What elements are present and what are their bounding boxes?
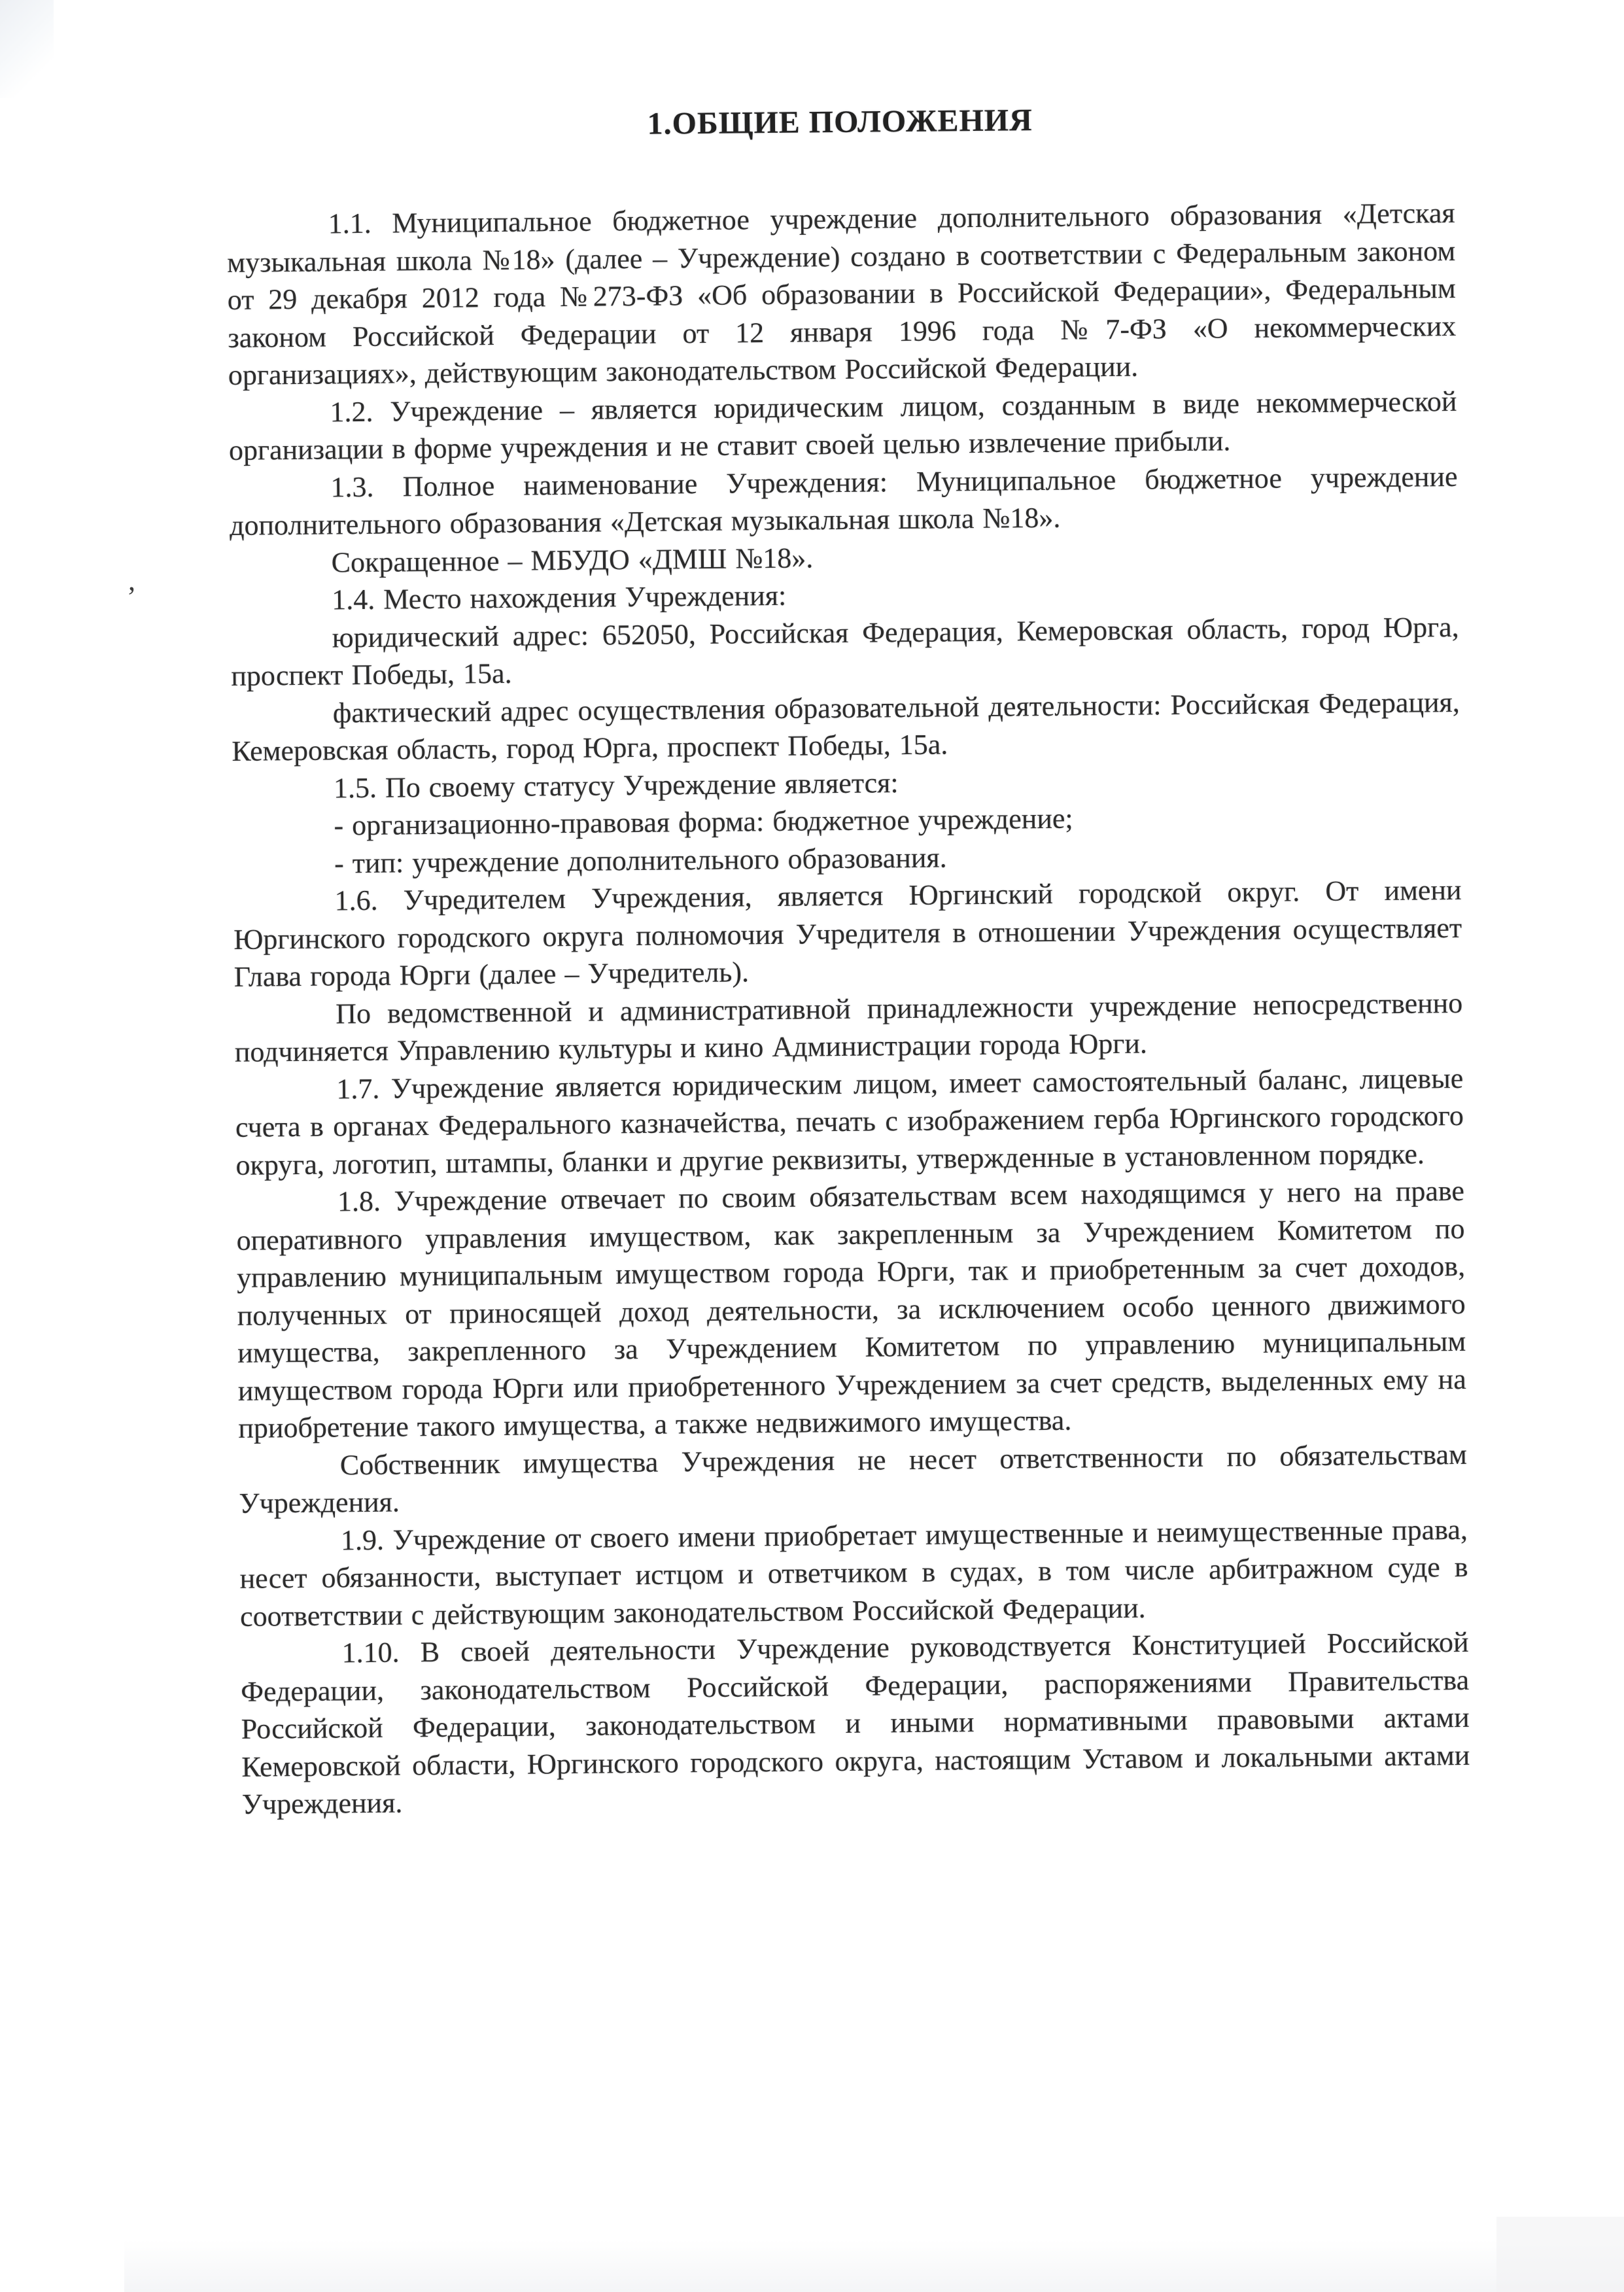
paragraph: фактический адрес осуществления образовательной деятельности: Российская Федерация, Кемеровская область, город Юрга, проспект Победы, 15а. <box>232 686 1460 767</box>
paragraph: 1.9. Учреждение от своего имени приобретает имущественные и неимущественные права, несет обязанности, выступает истцом и ответчиком в судах, в том числе арбитражном суде в соответствии с действующим законодательством Российской Федерации. <box>239 1513 1468 1633</box>
scan-bottom-corner-shade <box>1496 2217 1624 2292</box>
paragraph: - организационно-правовая форма: бюджетное учреждение; <box>334 802 1073 842</box>
paragraph-list <box>226 194 1470 1823</box>
scan-bottom-shade <box>124 2240 1624 2292</box>
paragraph: 1.10. В своей деятельности Учреждение руководствуется Конституцией Российской Федерации, законодательством Российской Федерации, распоряжениями Правительства Российской Федерации, законодательством и иными нормативными правовыми актами Кемеровской области, Юргинского городского округа, настоящим Уставом и локальными актами Учреждения. <box>240 1625 1470 1820</box>
paragraph: 1.6. Учредителем Учреждения, является Юргинский городской округ. От имени Юргинского городского округа полномочия Учредителя в отношении Учреждения осуществляет Глава города Юрги (далее – Учредитель). <box>233 873 1462 993</box>
section-title: 1.ОБЩИЕ ПОЛОЖЕНИЯ <box>647 103 1033 141</box>
paragraph: - тип: учреждение дополнительного образования. <box>334 841 947 879</box>
paragraph: 1.3. Полное наименование Учреждения: Муниципальное бюджетное учреждение дополнительного образования «Детская музыкальная школа №18». <box>229 460 1458 542</box>
paragraph: 1.8. Учреждение отвечает по своим обязательствам всем находящимся у него на праве оперативного управления имуществом, как закрепленным за Учреждением Комитетом по управлению муниципальным имуществом города Юрги, так и приобретенным за счет доходов, полученных от приносящей доход деятельности, за исключением особо ценного движимого имущества, закрепленного за Учреждением Комитетом по управлению муниципальным имуществом города Юрги или приобретенного Учреждением за счет средств, выделенных ему на приобретение такого имущества, а также недвижимого имущества. <box>236 1174 1466 1444</box>
paragraph: Собственник имущества Учреждения не несет ответственности по обязательствам Учреждения. <box>239 1438 1468 1519</box>
scan-corner-artifact <box>0 0 54 98</box>
paragraph: 1.2. Учреждение – является юридическим лицом, созданным в виде некоммерческой организации в форме учреждения и не ставит своей целью извлечение прибыли. <box>228 385 1457 466</box>
paragraph: 1.7. Учреждение является юридическим лицом, имеет самостоятельный баланс, лицевые счета в органах Федерального казначейства, печать с изображением герба Юргинского городского округа, логотип, штампы, бланки и другие реквизиты, утвержденные в установленном порядке. <box>235 1062 1464 1181</box>
paragraph: 1.5. По своему статусу Учреждение является: <box>333 766 899 804</box>
paragraph: Сокращенное – МБУДО «ДМШ №18». <box>331 541 814 578</box>
paragraph: 1.4. Место нахождения Учреждения: <box>331 579 787 616</box>
text-block <box>226 98 1470 1823</box>
stray-ink-mark: , <box>128 564 135 597</box>
paragraph: юридический адрес: 652050, Российская Федерация, Кемеровская область, город Юрга, проспект Победы, 15а. <box>231 610 1459 692</box>
paragraph: По ведомственной и административной принадлежности учреждение непосредственно подчиняется Управлению культуры и кино Администрации города Юрги. <box>234 986 1463 1068</box>
paragraph: 1.1. Муниципальное бюджетное учреждение дополнительного образования «Детская музыкальная школа №18» (далее – Учреждение) создано в соответствии с Федеральным законом от 29 декабря 2012 года №273-ФЗ «Об образовании в Российской Федерации», Федеральным законом Российской Федерации от 12 января 1996 года №7-ФЗ «О некоммерческих организациях», действующим законодательством Российской Федерации. <box>227 196 1457 391</box>
